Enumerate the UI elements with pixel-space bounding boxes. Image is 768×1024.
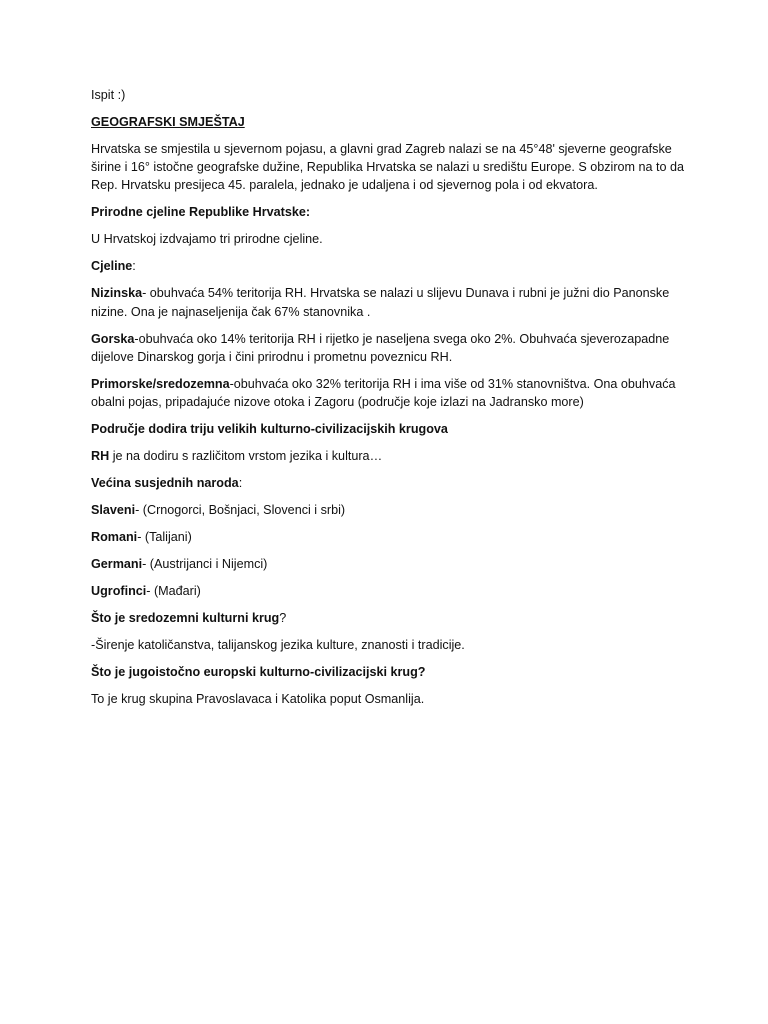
question-mediterranean [91,609,691,627]
regions-label-text: Cjeline [91,259,133,274]
people-item-finno-ugric [91,582,691,600]
neighbors-label-colon: : [238,476,243,491]
region-text: -obuhvaća oko 32% teritorija RH i ima više od 31% stanovništva. Ona obuhvaća obalni pojas, pripadajuće nizove otoka i Zagoru (područje koje izlazi na Jadransko more) [91,376,676,410]
document-body [91,86,691,717]
people-term: Germani [91,557,143,572]
people-text: - (Talijani) [137,530,192,545]
region-item-mountain [91,330,691,366]
people-item-romans [91,528,691,546]
rh-text: je na dodiru s različitom vrstom jezika i kultura… [109,449,383,464]
intro-line: Ispit :) [91,88,126,102]
people-item-slavs [91,501,691,519]
region-term: Nizinska [91,286,143,301]
people-text: - (Crnogorci, Bošnjaci, Slovenci i srbi) [135,503,346,518]
people-text: - (Mađari) [146,584,201,599]
section-title-natural-regions: Prirodne cjeline Republike Hrvatske: [91,205,311,220]
section-heading-geography: GEOGRAFSKI SMJEŠTAJ [91,115,245,129]
people-item-germans [91,555,691,573]
answer-southeast-european: To je krug skupina Pravoslavaca i Katolika poput Osmanlija. [91,692,425,707]
people-text: - (Austrijanci i Nijemci) [142,557,268,572]
region-item-lowland [91,284,691,320]
region-text: - obuhvaća 54% teritorija RH. Hrvatska se nalazi u slijevu Dunava i rubni je južni dio Panonske nizine. Ona je najnaseljenija čak 67% stanovnika . [91,286,670,319]
section-title-cultural-circles: Područje dodira triju velikih kulturno-civilizacijskih krugova [91,422,448,437]
paragraph-natural-regions: U Hrvatskoj izdvajamo tri prirodne cjeline. [91,232,323,247]
neighbors-label [91,474,691,492]
region-term: Primorske/sredozemna [91,376,230,391]
question-text: Što je sredozemni kulturni krug [91,611,280,626]
paragraph-location: Hrvatska se smjestila u sjevernom pojasu, a glavni grad Zagreb nalazi se na 45°48' sjeverne geografske širine i 16° istočne geografske dužine, Republika Hrvatska se nalazi u središtu Europe. S obzirom na to da Rep. Hrvatsku presijeca 45. paralela, jednako je udaljena i od sjevernog pola i od ekvatora. [91,142,685,193]
people-term: Ugrofinci [91,584,147,599]
question-southeast-european: Što je jugoistočno europski kulturno-civilizacijski krug? [91,665,426,680]
people-term: Slaveni [91,503,136,518]
answer-mediterranean: -Širenje katoličanstva, talijanskog jezika kulture, znanosti i tradicije. [91,638,465,653]
people-term: Romani [91,530,138,545]
region-item-coastal [91,375,691,411]
regions-label-colon: : [132,259,136,274]
region-term: Gorska [91,331,135,346]
region-text: -obuhvaća oko 14% teritorija RH i rijetko je naseljena svega oko 2%. Obuhvaća sjeverozapadne dijelove Dinarskog gorja i čini prirodnu i prometnu poveznicu RH. [91,331,670,364]
rh-term: RH [91,449,110,464]
paragraph-rh-contact [91,447,691,465]
regions-label [91,257,691,275]
question-mark: ? [279,611,287,626]
neighbors-label-text: Većina susjednih naroda [91,476,239,491]
